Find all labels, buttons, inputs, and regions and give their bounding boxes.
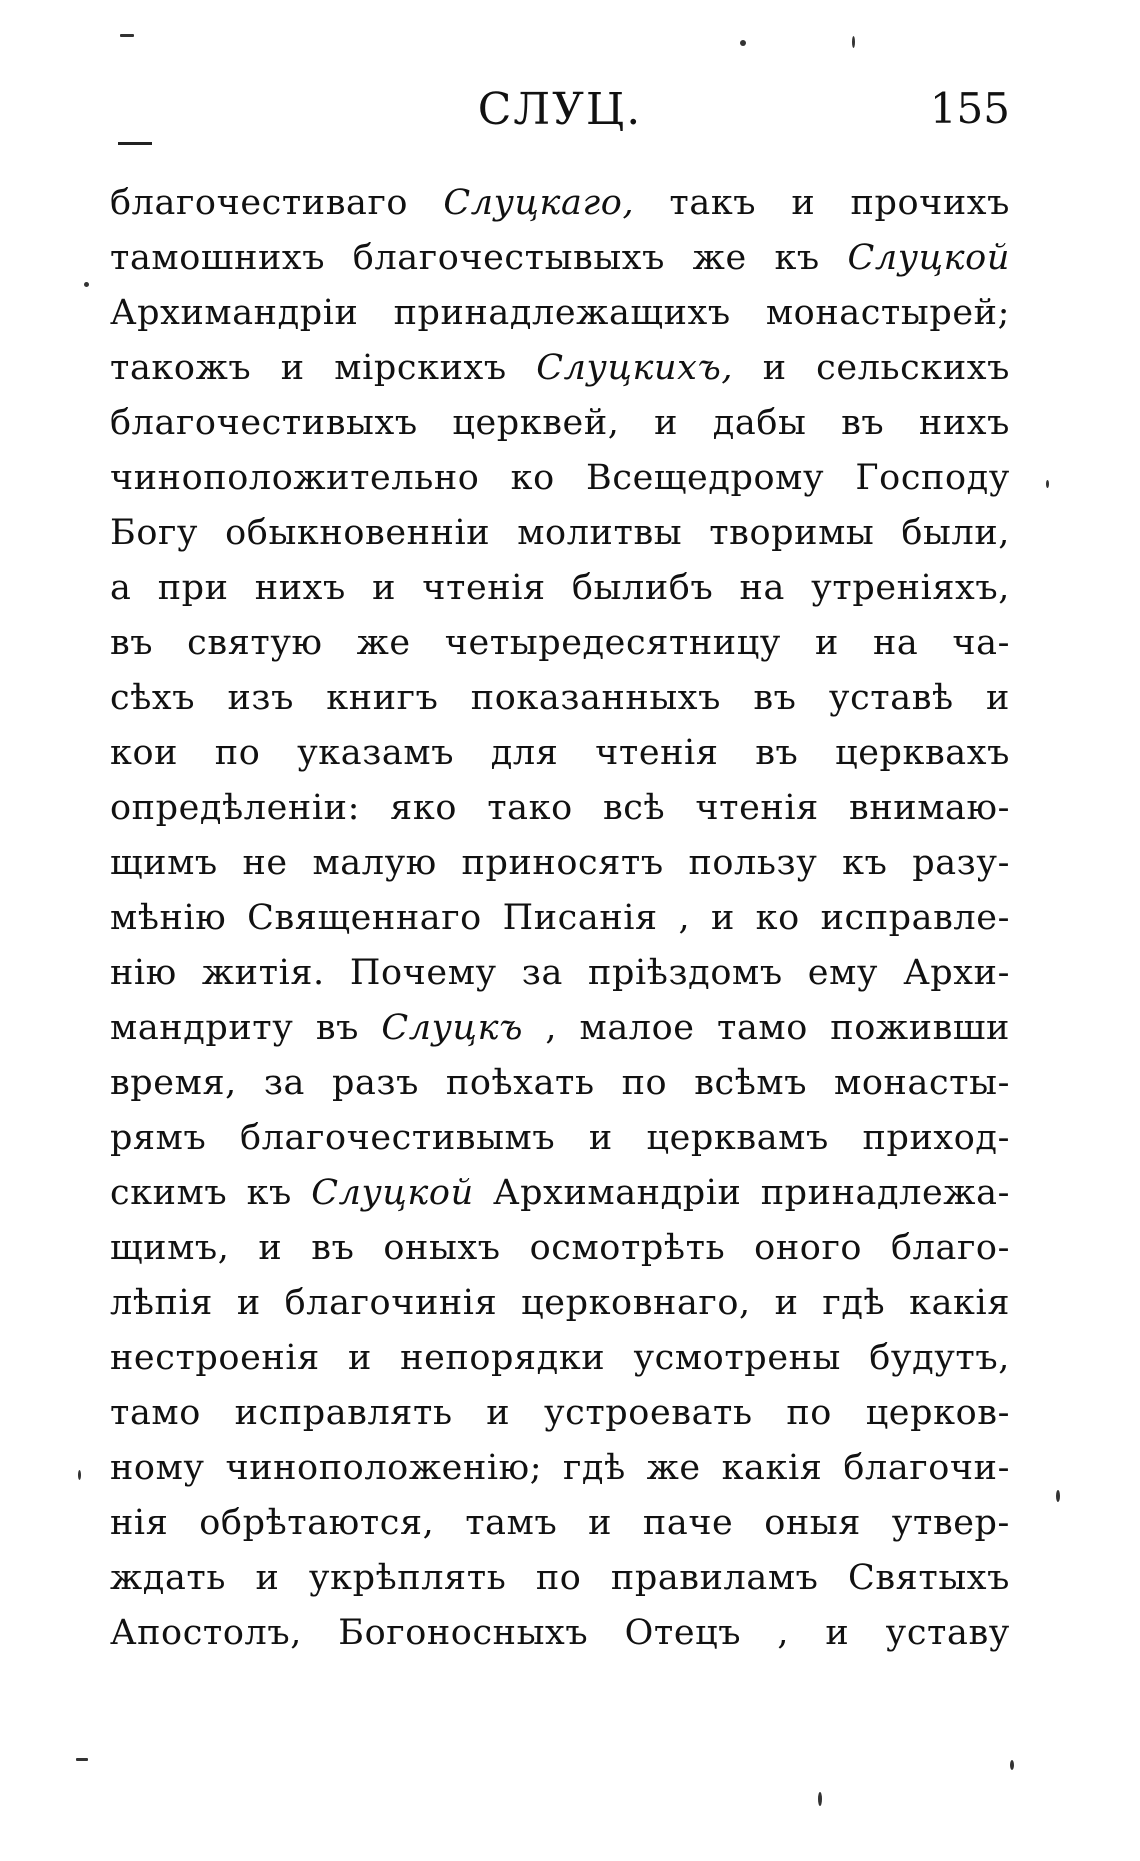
text-line: а при нихъ и чтенія былибъ на утреніяхъ,: [110, 568, 1010, 608]
scan-speck: [120, 34, 134, 37]
text-line: сѣхъ изъ книгъ показанныхъ въ уставѣ и: [110, 678, 1010, 718]
text-line: благочестивыхъ церквей, и дабы въ нихъ: [110, 403, 1010, 443]
text-line: Апостолъ, Богоносныхъ Отецъ , и уставу: [110, 1613, 1010, 1653]
text-line: щимъ, и въ оныхъ осмотрѣть оного благо-: [110, 1228, 1010, 1268]
body-text: [110, 176, 1010, 1661]
scan-speck: [84, 282, 89, 287]
text-line: Богу обыкновенніи молитвы творимы были,: [110, 513, 1010, 553]
text-line: тамошнихъ благочестывыхъ же къ Слуцкой: [110, 238, 1010, 278]
text-line: скимъ къ Слуцкой Архимандріи принадлежа-: [110, 1173, 1010, 1213]
running-title: СЛУЦ.: [477, 84, 643, 135]
scan-speck: [852, 36, 855, 48]
scan-speck: [78, 1470, 81, 1480]
header-rule: [118, 142, 152, 145]
text-line: нію житія. Почему за пріѣздомъ ему Архи-: [110, 953, 1010, 993]
text-line: щимъ не малую приносятъ пользу къ разу-: [110, 843, 1010, 883]
text-line: благочестиваго Слуцкаго, такъ и прочихъ: [110, 183, 1010, 223]
scan-speck: [740, 40, 746, 46]
scan-speck: [1046, 480, 1049, 488]
text-line: кои по указамъ для чтенія въ церквахъ: [110, 733, 1010, 773]
text-line: такожъ и мірскихъ Слуцкихъ, и сельскихъ: [110, 348, 1010, 388]
text-line: время, за разъ поѣхать по всѣмъ монасты-: [110, 1063, 1010, 1103]
scan-speck: [1056, 1490, 1060, 1502]
text-line: ждать и укрѣплять по правиламъ Святыхъ: [110, 1558, 1010, 1598]
text-line: мѣнію Священнаго Писанія , и ко исправле-: [110, 898, 1010, 938]
scan-speck: [76, 1758, 88, 1761]
text-line: ному чиноположенію; гдѣ же какія благочи-: [110, 1448, 1010, 1488]
scan-speck: [1010, 1760, 1014, 1770]
text-line: лѣпія и благочинія церковнаго, и гдѣ какія: [110, 1283, 1010, 1323]
text-line: рямъ благочестивымъ и церквамъ приход-: [110, 1118, 1010, 1158]
text-line: нія обрѣтаются, тамъ и паче оныя утвер-: [110, 1503, 1010, 1543]
running-header: [110, 84, 1010, 144]
scan-speck: [818, 1792, 822, 1806]
page-number: 155: [929, 84, 1010, 133]
text-line: Архимандріи принадлежащихъ монастырей;: [110, 293, 1010, 333]
text-line: опредѣленіи: яко тако всѣ чтенія внимаю-: [110, 788, 1010, 828]
text-line: мандриту въ Слуцкъ , малое тамо поживши: [110, 1008, 1010, 1048]
text-line: нестроенія и непорядки усмотрены будутъ,: [110, 1338, 1010, 1378]
text-line: чиноположительно ко Всещедрому Господу: [110, 458, 1010, 498]
text-line: въ святую же четыредесятницу и на ча-: [110, 623, 1010, 663]
text-line: тамо исправлять и устроевать по церков-: [110, 1393, 1010, 1433]
